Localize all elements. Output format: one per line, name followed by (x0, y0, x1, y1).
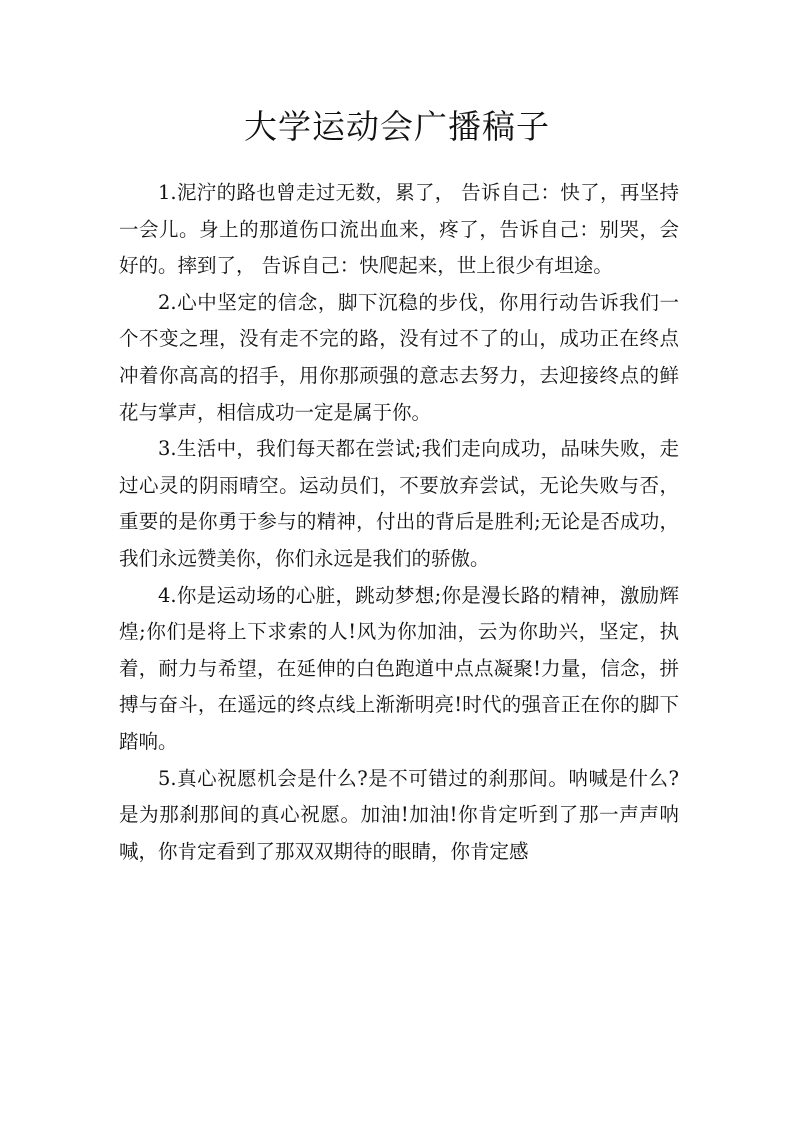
paragraph-2: 2.心中坚定的信念，脚下沉稳的步伐，你用行动告诉我们一个不变之理，没有走不完的路，没有过不了的山，成功正在终点冲着你高高的招手，用你那顽强的意志去努力，去迎接终点的鲜花与掌声，相信成功一定是属于你。 (119, 290, 679, 424)
paragraph-1: 1.泥泞的路也曾走过无数，累了， 告诉自己：快了，再坚持一会儿。身上的那道伤口流出血来，疼了，告诉自己：别哭，会好的。摔到了， 告诉自己：快爬起来，世上很少有坦途。 (119, 181, 679, 278)
paragraph-5: 5.真心祝愿机会是什么?是不可错过的刹那间。呐喊是什么?是为那刹那间的真心祝愿。加油!加油!你肯定听到了那一声声呐喊，你肯定看到了那双双期待的眼睛，你肯定感 (119, 766, 679, 863)
document-body (119, 175, 679, 870)
paragraph-3: 3.生活中，我们每天都在尝试;我们走向成功，品味失败，走过心灵的阴雨晴空。运动员们，不要放弃尝试，无论失败与否，重要的是你勇于参与的精神，付出的背后是胜利;无论是否成功，我们永远赞美你，你们永远是我们的骄傲。 (119, 437, 679, 570)
paragraph-4: 4.你是运动场的心脏，跳动梦想;你是漫长路的精神，激励辉煌;你们是将上下求索的人!风为你加油，云为你助兴，坚定，执着，耐力与希望，在延伸的白色跑道中点点凝聚!力量，信念，拼搏与奋斗，在遥远的终点线上渐渐明亮!时代的强音正在你的脚下踏响。 (119, 583, 679, 753)
document-title: 大学运动会广播稿子 (244, 107, 550, 146)
